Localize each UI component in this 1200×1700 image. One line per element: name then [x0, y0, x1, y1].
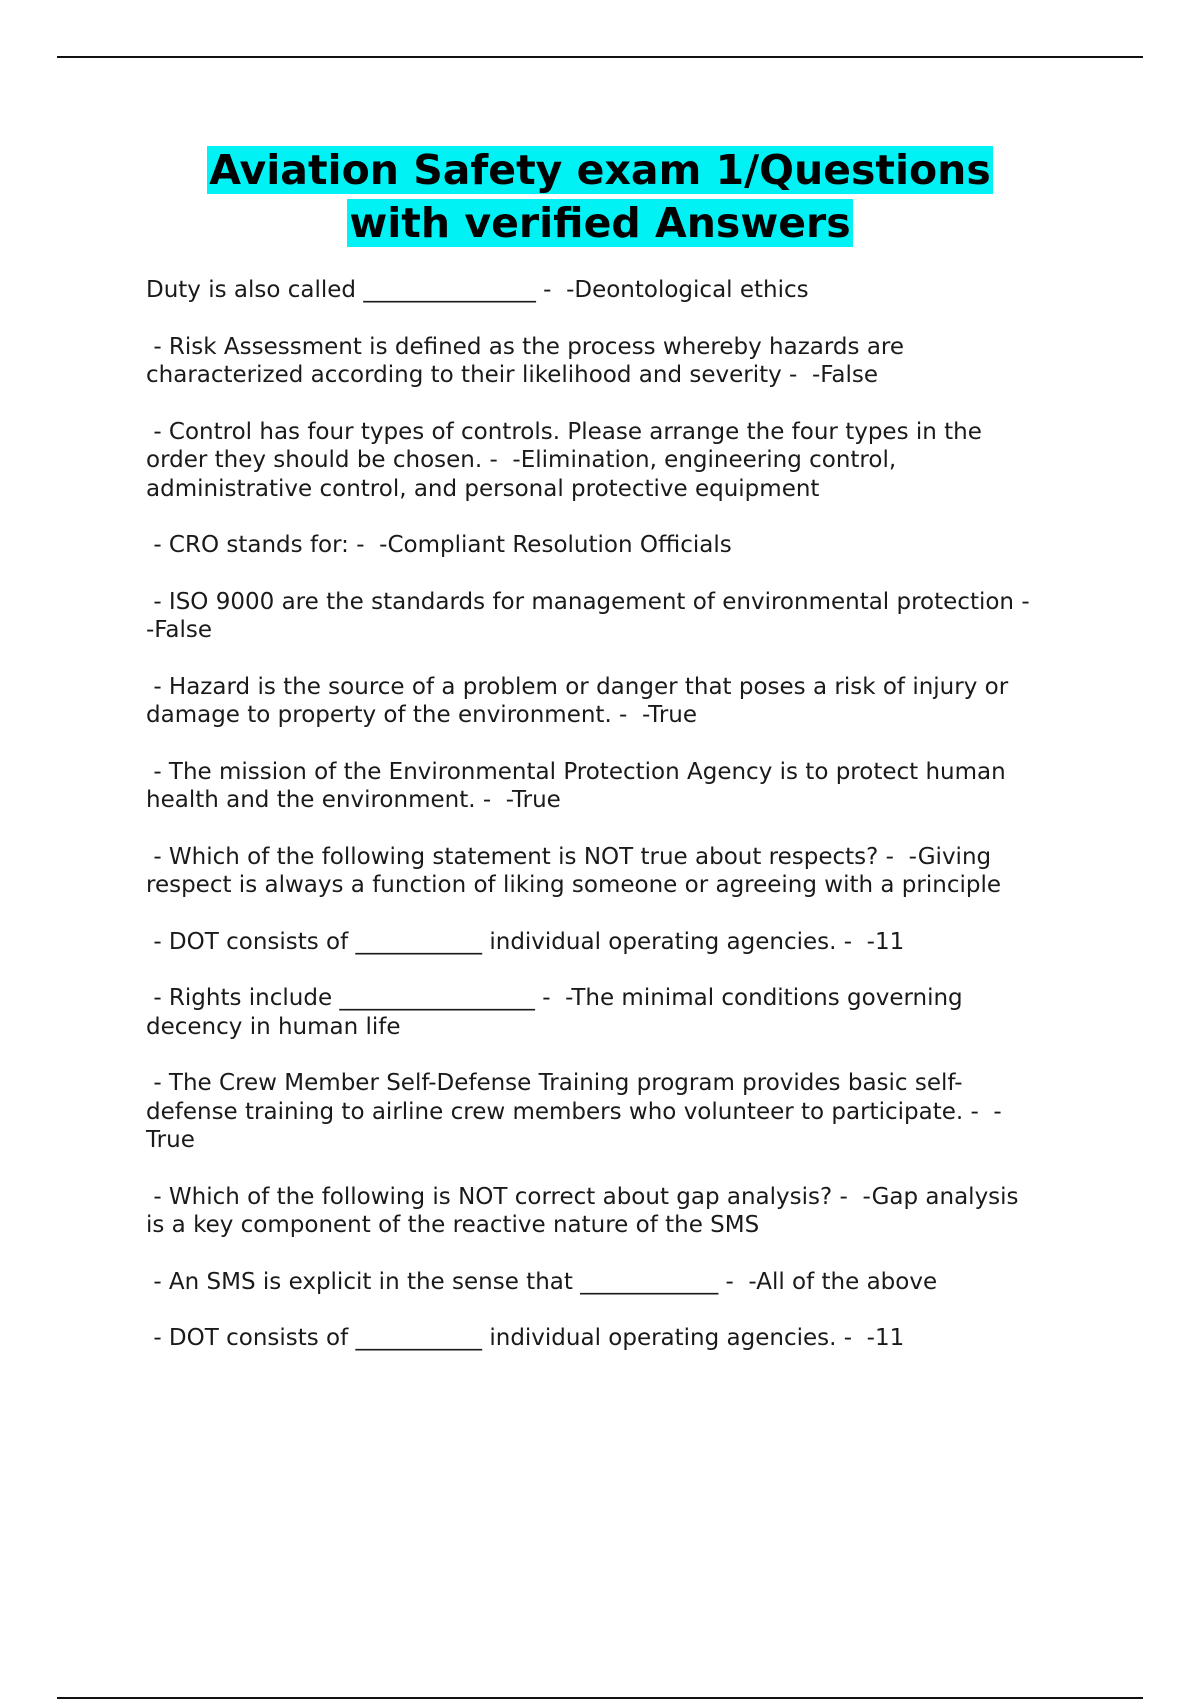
page-title — [100, 144, 1100, 250]
top-rule — [57, 56, 1143, 58]
qa-item: - Rights include _________________ - -The minimal conditions governing decency in human life — [146, 985, 963, 1040]
qa-item: - An SMS is explicit in the sense that ____________ - -All of the above — [146, 1268, 938, 1295]
bottom-rule — [57, 1697, 1143, 1699]
qa-item: - Which of the following statement is NOT true about respects? - -Giving respect is always a function of liking someone or agreeing with a principle — [146, 843, 1002, 898]
qa-item: - Control has four types of controls. Please arrange the four types in the order they should be chosen. - -Elimination, engineering control, administrative control, and personal protective equipment — [146, 418, 982, 502]
qa-item: - DOT consists of ___________ individual operating agencies. - -11 — [146, 928, 905, 955]
qa-item: - The Crew Member Self-Defense Training program provides basic self- defense training to airline crew members who volunteer to participate. - - True — [146, 1070, 1002, 1153]
qa-item: Duty is also called _______________ - -Deontological ethics — [146, 277, 809, 303]
qa-item: - Risk Assessment is defined as the process whereby hazards are characterized according to their likelihood and severity - -False — [146, 333, 905, 388]
title-line-2: with verified Answers — [349, 199, 851, 247]
qa-item: - DOT consists of ___________ individual operating agencies. - -11 — [146, 1325, 905, 1351]
qa-item: - CRO stands for: - -Compliant Resolution Officials — [146, 532, 732, 558]
question-list — [146, 276, 1086, 1381]
title-line-1: Aviation Safety exam 1/Questions — [209, 146, 991, 194]
qa-item: - Hazard is the source of a problem or danger that poses a risk of injury or damage to property of the environment. - -True — [146, 673, 1009, 728]
qa-item: - The mission of the Environmental Protection Agency is to protect human health and the environment. - -True — [146, 758, 1006, 813]
qa-item: - Which of the following is NOT correct about gap analysis? - -Gap analysis is a key component of the reactive nature of the SMS — [146, 1183, 1019, 1238]
qa-item: - ISO 9000 are the standards for management of environmental protection - -False — [146, 588, 1030, 643]
